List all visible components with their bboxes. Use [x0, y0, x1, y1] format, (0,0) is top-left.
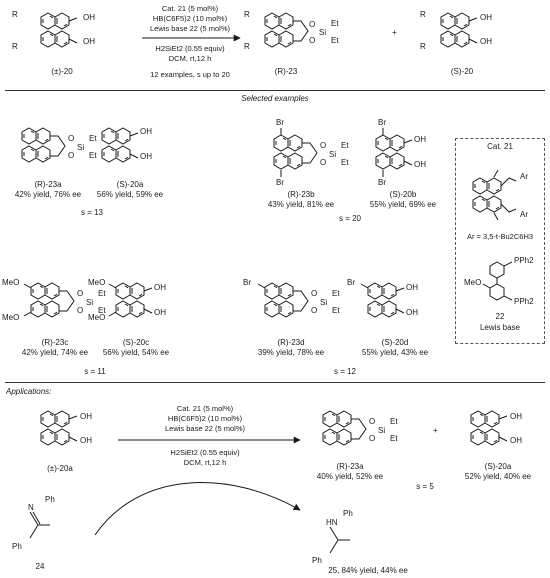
oh-label: OH	[414, 135, 426, 144]
o-atom: O	[320, 158, 327, 167]
top-sm-structure	[41, 13, 77, 47]
meo-group: MeO	[88, 313, 106, 322]
et-group: Et	[390, 434, 398, 443]
et-group: Et	[341, 158, 349, 167]
top-p2-label: (S)-20	[450, 67, 474, 76]
label-23c: (R)-23c	[41, 338, 69, 347]
ph-group: Ph	[312, 556, 322, 565]
yield-23d: 39% yield, 78% ee	[257, 348, 325, 357]
oh-label: OH	[80, 436, 92, 445]
amine-25-structure	[330, 527, 350, 553]
n-atom: N	[28, 503, 34, 512]
yield-20d: 55% yield, 43% ee	[361, 348, 429, 357]
r-substituent: R	[420, 42, 426, 51]
plus-sign: +	[392, 28, 397, 37]
et-group: Et	[341, 141, 349, 150]
app-cond-5: DCM, rt,12 h	[183, 458, 227, 467]
o-atom: O	[320, 141, 327, 150]
s-value-b: s = 20	[338, 214, 362, 223]
oh-label: OH	[480, 13, 492, 22]
yield-20b: 55% yield, 69% ee	[369, 200, 437, 209]
label-20b: (S)-20b	[389, 190, 417, 199]
si-atom: Si	[378, 426, 386, 435]
o-atom: O	[68, 151, 75, 160]
oh-label: OH	[480, 37, 492, 46]
oh-label: OH	[406, 308, 418, 317]
o-atom: O	[309, 36, 316, 45]
ex-20a-structure	[102, 128, 138, 162]
divider-bottom	[5, 382, 545, 383]
et-group: Et	[331, 36, 339, 45]
ex-23c-structure	[24, 283, 74, 317]
oh-label: OH	[510, 412, 522, 421]
lb-name: Lewis base	[479, 323, 521, 332]
pph2-group: PPh2	[514, 297, 534, 306]
label-20c: (S)-20c	[122, 338, 150, 347]
s-value-a: s = 13	[80, 208, 104, 217]
app-cond-2: HB(C6F5)2 (10 mol%)	[167, 414, 243, 423]
et-group: Et	[98, 306, 106, 315]
yield-20c: 56% yield, 54% ee	[102, 348, 170, 357]
imine-label: 24	[35, 562, 45, 571]
top-p2-structure	[441, 13, 477, 47]
br-atom: Br	[276, 178, 284, 187]
oh-label: OH	[80, 412, 92, 421]
ar-group: Ar	[520, 172, 528, 181]
app-p2-yield: 52% yield, 40% ee	[464, 472, 532, 481]
app-p1-label: (R)-23a	[336, 462, 364, 471]
section-title-applications: Applications:	[6, 387, 52, 396]
yield-23a: 42% yield, 76% ee	[14, 190, 82, 199]
top-scope-note: 12 examples, s up to 20	[150, 70, 230, 79]
o-atom: O	[369, 434, 376, 443]
r-substituent: R	[244, 10, 250, 19]
app-cond-3: Lewis base 22 (5 mol%)	[164, 424, 246, 433]
hn-atom: HN	[326, 518, 338, 527]
br-atom: Br	[378, 118, 386, 127]
o-atom: O	[68, 134, 75, 143]
oh-label: OH	[154, 283, 166, 292]
et-group: Et	[390, 417, 398, 426]
lb-number: 22	[495, 312, 505, 321]
ex-23b-structure	[274, 128, 317, 177]
meo-group: MeO	[88, 278, 106, 287]
o-atom: O	[309, 20, 316, 29]
o-atom: O	[77, 289, 84, 298]
oh-label: OH	[154, 308, 166, 317]
o-atom: O	[77, 306, 84, 315]
top-cond-4: H2SiEt2 (0.55 equiv)	[155, 44, 225, 53]
r-substituent: R	[244, 42, 250, 51]
oh-label: OH	[406, 283, 418, 292]
yield-23c: 42% yield, 74% ee	[21, 348, 89, 357]
et-group: Et	[89, 151, 97, 160]
s-value-c: s = 11	[84, 367, 106, 376]
br-atom: Br	[378, 178, 386, 187]
cat-title: Cat. 21	[487, 142, 513, 151]
et-group: Et	[89, 134, 97, 143]
oh-label: OH	[83, 13, 95, 22]
ar-group: Ar	[520, 210, 528, 219]
et-group: Et	[332, 306, 340, 315]
r-substituent-bottom: R	[12, 42, 18, 51]
app-p1-yield: 40% yield, 52% ee	[316, 472, 384, 481]
meo-group: MeO	[464, 278, 482, 287]
top-p1-label: (R)-23	[274, 67, 298, 76]
app-p1-structure	[323, 411, 366, 445]
top-cond-2: HB(C6F5)2 (10 mol%)	[152, 14, 228, 23]
oh-label: OH	[140, 152, 152, 161]
oh-label: OH	[510, 436, 522, 445]
si-atom: Si	[86, 298, 94, 307]
app-p2-structure	[471, 411, 507, 445]
app-cond-1: Cat. 21 (5 mol%)	[176, 404, 234, 413]
si-atom: Si	[329, 150, 337, 159]
ph-group: Ph	[343, 509, 353, 518]
yield-23b: 43% yield, 81% ee	[267, 200, 335, 209]
ar-definition: Ar = 3,5-t-Bu2C6H3	[466, 232, 534, 241]
label-23b: (R)-23b	[287, 190, 315, 199]
label-23a: (R)-23a	[34, 180, 62, 189]
yield-20a: 56% yield, 59% ee	[96, 190, 164, 199]
meo-group: MeO	[2, 278, 20, 287]
et-group: Et	[98, 289, 106, 298]
ex-20b-structure	[376, 128, 412, 177]
top-cond-1: Cat. 21 (5 mol%)	[161, 4, 219, 13]
oh-label: OH	[83, 37, 95, 46]
s-value-d: s = 12	[333, 367, 357, 376]
amine-label: 25, 84% yield, 44% ee	[328, 566, 408, 575]
br-atom: Br	[347, 278, 355, 287]
oh-label: OH	[140, 127, 152, 136]
meo-group: MeO	[2, 313, 20, 322]
si-atom: Si	[320, 298, 328, 307]
et-group: Et	[331, 19, 339, 28]
top-cond-5: DCM, rt,12 h	[168, 54, 212, 63]
plus-sign: +	[433, 426, 438, 435]
app-p2-label: (S)-20a	[484, 462, 512, 471]
br-atom: Br	[243, 278, 251, 287]
r-substituent-top: R	[12, 10, 18, 19]
ex-23d-structure	[258, 283, 308, 317]
app-s-value: s = 5	[416, 482, 434, 491]
app-curved-arrow	[95, 483, 300, 535]
si-atom: Si	[77, 143, 85, 152]
oh-label: OH	[414, 160, 426, 169]
o-atom: O	[369, 417, 376, 426]
pph2-group: PPh2	[514, 256, 534, 265]
ex-20d-structure	[361, 283, 404, 317]
ph-group: Ph	[45, 495, 55, 504]
app-sm-label: (±)-20a	[47, 464, 73, 473]
br-atom: Br	[276, 118, 284, 127]
ex-23a-structure	[22, 128, 65, 162]
app-cond-4: H2SiEt2 (0.55 equiv)	[170, 448, 240, 457]
section-title-selected: Selected examples	[241, 94, 309, 103]
app-sm-structure	[41, 411, 77, 445]
label-20a: (S)-20a	[116, 180, 144, 189]
top-p1-structure	[265, 13, 308, 47]
o-atom: O	[311, 289, 318, 298]
ex-20c-structure	[109, 283, 152, 317]
imine-24-structure	[30, 512, 50, 538]
top-sm-label: (±)-20	[51, 67, 73, 76]
r-substituent: R	[420, 10, 426, 19]
si-atom: Si	[319, 28, 327, 37]
label-23d: (R)-23d	[277, 338, 305, 347]
label-20d: (S)-20d	[381, 338, 409, 347]
divider-top	[5, 90, 545, 91]
o-atom: O	[311, 306, 318, 315]
top-cond-3: Lewis base 22 (5 mol%)	[149, 24, 231, 33]
et-group: Et	[332, 289, 340, 298]
ph-group: Ph	[12, 542, 22, 551]
